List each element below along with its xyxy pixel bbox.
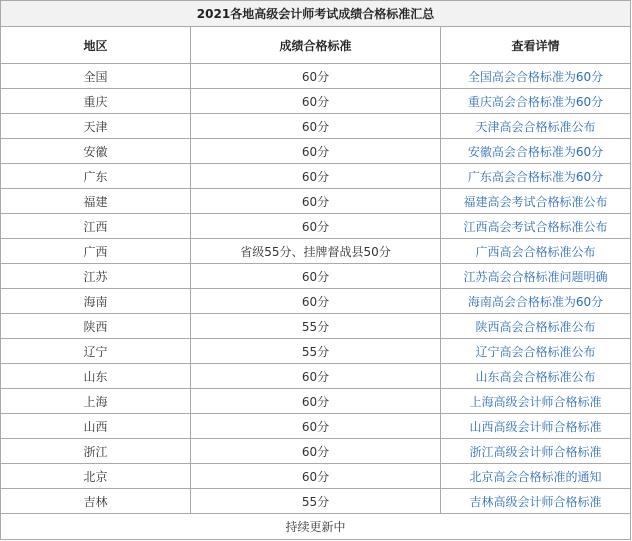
- details-link[interactable]: 吉林高级会计师合格标准: [469, 494, 602, 509]
- standard-cell: 60分: [191, 264, 441, 289]
- table-row: [1, 314, 631, 339]
- standard-cell: 55分: [191, 339, 441, 364]
- column-header-details: 查看详情: [441, 27, 631, 64]
- details-link[interactable]: 山西高级会计师合格标准: [469, 419, 602, 434]
- details-cell: [441, 339, 631, 364]
- details-cell: [441, 364, 631, 389]
- column-header-standard: 成绩合格标准: [191, 27, 441, 64]
- details-link[interactable]: 江西高会考试合格标准公布: [463, 219, 608, 234]
- details-cell: [441, 489, 631, 514]
- standard-cell: 60分: [191, 89, 441, 114]
- standard-cell: 55分: [191, 314, 441, 339]
- region-cell: 山东: [1, 364, 191, 389]
- details-link[interactable]: 海南高会合格标准为60分: [467, 294, 604, 309]
- standard-cell: 60分: [191, 214, 441, 239]
- details-link[interactable]: 天津高会合格标准公布: [475, 119, 596, 134]
- standard-cell: 60分: [191, 414, 441, 439]
- column-header-region: 地区: [1, 27, 191, 64]
- region-cell: 陕西: [1, 314, 191, 339]
- details-link[interactable]: 山东高会合格标准公布: [475, 369, 596, 384]
- table-row: [1, 64, 631, 89]
- table-row: [1, 489, 631, 514]
- table-row: [1, 189, 631, 214]
- details-link[interactable]: 浙江高级会计师合格标准: [469, 444, 602, 459]
- region-cell: 重庆: [1, 89, 191, 114]
- details-cell: [441, 189, 631, 214]
- region-cell: 江西: [1, 214, 191, 239]
- region-cell: 北京: [1, 464, 191, 489]
- details-cell: [441, 239, 631, 264]
- details-cell: [441, 264, 631, 289]
- region-cell: 辽宁: [1, 339, 191, 364]
- table-footer-row: [1, 514, 631, 540]
- table-row: [1, 464, 631, 489]
- table-row: [1, 289, 631, 314]
- table-title: 2021各地高级会计师考试成绩合格标准汇总: [1, 1, 631, 27]
- table-row: [1, 264, 631, 289]
- standard-cell: 60分: [191, 464, 441, 489]
- details-cell: [441, 439, 631, 464]
- details-cell: [441, 414, 631, 439]
- details-cell: [441, 114, 631, 139]
- table-row: [1, 239, 631, 264]
- details-link[interactable]: 福建高会考试合格标准公布: [463, 194, 608, 209]
- standard-cell: 60分: [191, 139, 441, 164]
- details-link[interactable]: 全国高会合格标准为60分: [467, 69, 604, 84]
- standard-cell: 60分: [191, 189, 441, 214]
- details-link[interactable]: 北京高会合格标准的通知: [469, 469, 602, 484]
- details-cell: [441, 314, 631, 339]
- standard-cell: 60分: [191, 64, 441, 89]
- details-cell: [441, 164, 631, 189]
- details-link[interactable]: 广西高会合格标准公布: [475, 244, 596, 259]
- region-cell: 全国: [1, 64, 191, 89]
- details-cell: [441, 89, 631, 114]
- table-title-row: [1, 1, 631, 27]
- details-link[interactable]: 上海高级会计师合格标准: [469, 394, 602, 409]
- table-header-row: [1, 27, 631, 64]
- details-link[interactable]: 重庆高会合格标准为60分: [467, 94, 604, 109]
- details-cell: [441, 139, 631, 164]
- details-link[interactable]: 陕西高会合格标准公布: [475, 319, 596, 334]
- region-cell: 山西: [1, 414, 191, 439]
- region-cell: 浙江: [1, 439, 191, 464]
- standard-cell: 60分: [191, 389, 441, 414]
- table-row: [1, 364, 631, 389]
- table-row: [1, 389, 631, 414]
- table-row: [1, 139, 631, 164]
- region-cell: 安徽: [1, 139, 191, 164]
- standard-cell: 60分: [191, 364, 441, 389]
- standard-cell: 60分: [191, 164, 441, 189]
- table-row: [1, 414, 631, 439]
- region-cell: 福建: [1, 189, 191, 214]
- region-cell: 上海: [1, 389, 191, 414]
- details-link[interactable]: 安徽高会合格标准为60分: [467, 144, 604, 159]
- footer-note: 持续更新中: [1, 514, 631, 540]
- details-link[interactable]: 江苏高会合格标准问题明确: [463, 269, 608, 284]
- standard-cell: 55分: [191, 489, 441, 514]
- table-row: [1, 164, 631, 189]
- table-row: [1, 439, 631, 464]
- details-cell: [441, 289, 631, 314]
- region-cell: 海南: [1, 289, 191, 314]
- standard-cell: 省级55分、挂牌督战县50分: [191, 239, 441, 264]
- table-row: [1, 339, 631, 364]
- details-link[interactable]: 广东高会合格标准为60分: [467, 169, 604, 184]
- region-cell: 天津: [1, 114, 191, 139]
- region-cell: 江苏: [1, 264, 191, 289]
- details-cell: [441, 389, 631, 414]
- region-cell: 广西: [1, 239, 191, 264]
- table-row: [1, 214, 631, 239]
- table-row: [1, 89, 631, 114]
- table-body: [1, 64, 631, 514]
- details-link[interactable]: 辽宁高会合格标准公布: [475, 344, 596, 359]
- details-cell: [441, 214, 631, 239]
- details-cell: [441, 64, 631, 89]
- standard-cell: 60分: [191, 289, 441, 314]
- region-cell: 广东: [1, 164, 191, 189]
- table-row: [1, 114, 631, 139]
- standard-cell: 60分: [191, 439, 441, 464]
- details-cell: [441, 464, 631, 489]
- standard-cell: 60分: [191, 114, 441, 139]
- region-cell: 吉林: [1, 489, 191, 514]
